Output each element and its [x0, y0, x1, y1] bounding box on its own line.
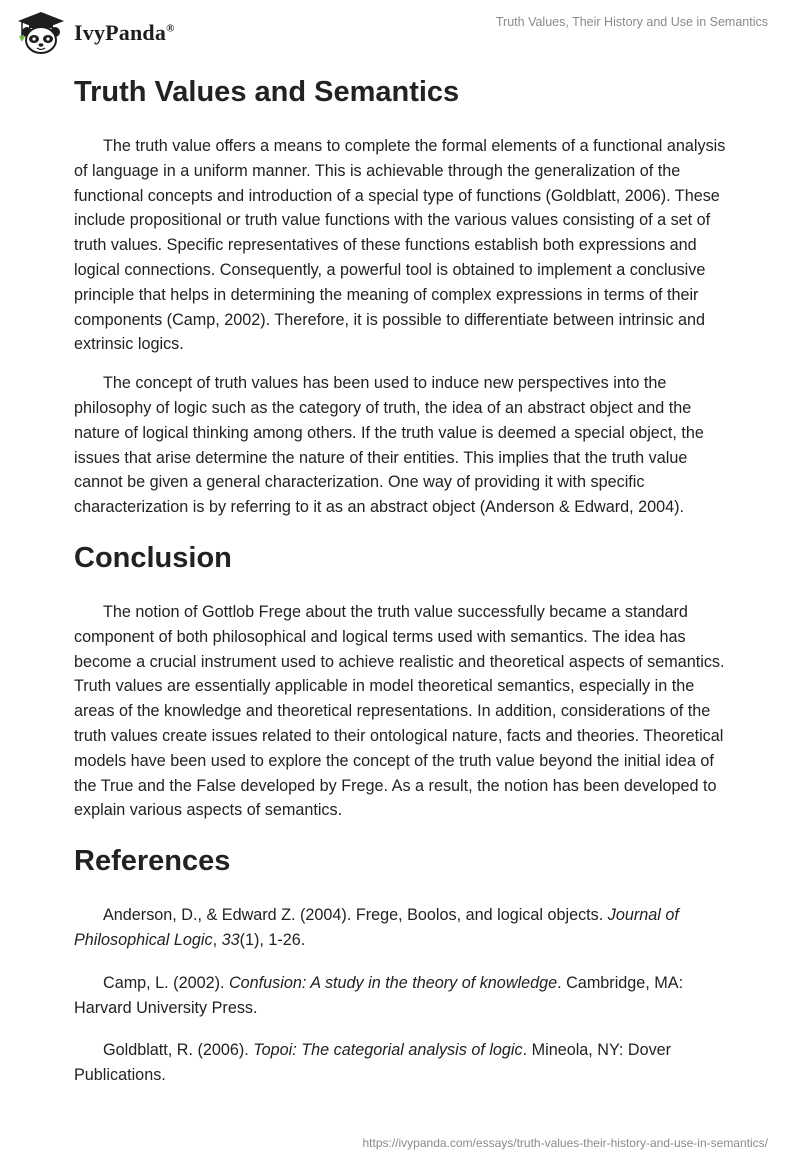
heading-references: References [74, 845, 231, 878]
ref-rest: . Mineola, NY: Dover Publications. [74, 1041, 672, 1085]
document-title: Truth Values, Their History and Use in Semantics [495, 15, 768, 29]
ref-text: Anderson, D., & Edward Z. (2004). Frege, Boolos, and logical objects. [103, 906, 608, 925]
paragraph-conclusion: The notion of Gottlob Frege about the truth value successfully became a standard component of both philosophical and logical terms used with semantics. The idea has become a crucial instrument used to achieve realistic and theoretical aspects of semantics. Truth values are essentially applicable in model theoretical semantics, especially in the areas of the knowledge and theoretical representations. In addition, considerations of the truth values create issues related to their ontological nature, facts and theories. Theoretical models have been used to explore the concept of the truth value beyond the initial idea of the True and the False developed by Frege. As a result, the notion has been developed to explain various aspects of semantics. [74, 602, 725, 820]
ref-text: Camp, L. (2002). [103, 973, 229, 992]
ref-text: Goldblatt, R. (2006). [103, 1041, 254, 1060]
paragraph-truth-1: The truth value offers a means to complete the formal elements of a functional analysis of language in a uniform manner. This is achievable through the generalization of the functional concepts and introduction of a special type of functions (Goldblatt, 2006). These include propositional or truth value functions with the various values consisting of a set of truth values. Specific representatives of these functions establish both expressions and logical connections. Consequently, a powerful tool is obtained to implement a conclusive principle that helps in determining the meaning of complex expressions in terms of their components (Camp, 2002). Therefore, it is possible to differentiate between intrinsic and extrinsic logics. [74, 137, 726, 354]
ivypanda-logo[interactable] [14, 10, 175, 56]
reference-goldblatt [74, 1038, 726, 1088]
ref-rest: (1), 1-26. [239, 930, 306, 949]
logo-name: IvyPanda [74, 20, 167, 45]
source-url-link[interactable]: https://ivypanda.com/essays/truth-values-their-history-and-use-in-semantics/ [362, 1136, 768, 1150]
paragraph-truth-2: The concept of truth values has been used to induce new perspectives into the philosophy of logic such as the category of truth, the idea of an abstract object and the nature of logical thinking among others. If the truth value is deemed a special object, the issues that arise determine the nature of their entities. This implies that the truth value cannot be given a general characterization. One way of providing it with specific characterization is by referring to it as an abstract object (Anderson & Edward, 2004). [74, 374, 704, 517]
registered-mark: ® [166, 22, 175, 35]
heading-truth-values: Truth Values and Semantics [74, 76, 460, 108]
ref-title: Topoi: The categorial analysis of logic [253, 1041, 523, 1060]
reference-anderson [74, 903, 726, 953]
reference-camp [74, 971, 726, 1021]
heading-conclusion: Conclusion [74, 541, 232, 574]
ref-journal: Journal of Philosophical Logic [74, 906, 679, 949]
panda-graduate-icon [14, 10, 68, 56]
logo-wordmark [74, 20, 175, 46]
ref-title: Confusion: A study in the theory of knowledge [228, 973, 558, 992]
ref-rest: . Cambridge, MA: Harvard University Press. [74, 973, 684, 1017]
ref-sep: , [212, 930, 222, 949]
essay-content [74, 72, 726, 1106]
ref-volume: 33 [221, 930, 240, 949]
page-header [0, 0, 800, 70]
